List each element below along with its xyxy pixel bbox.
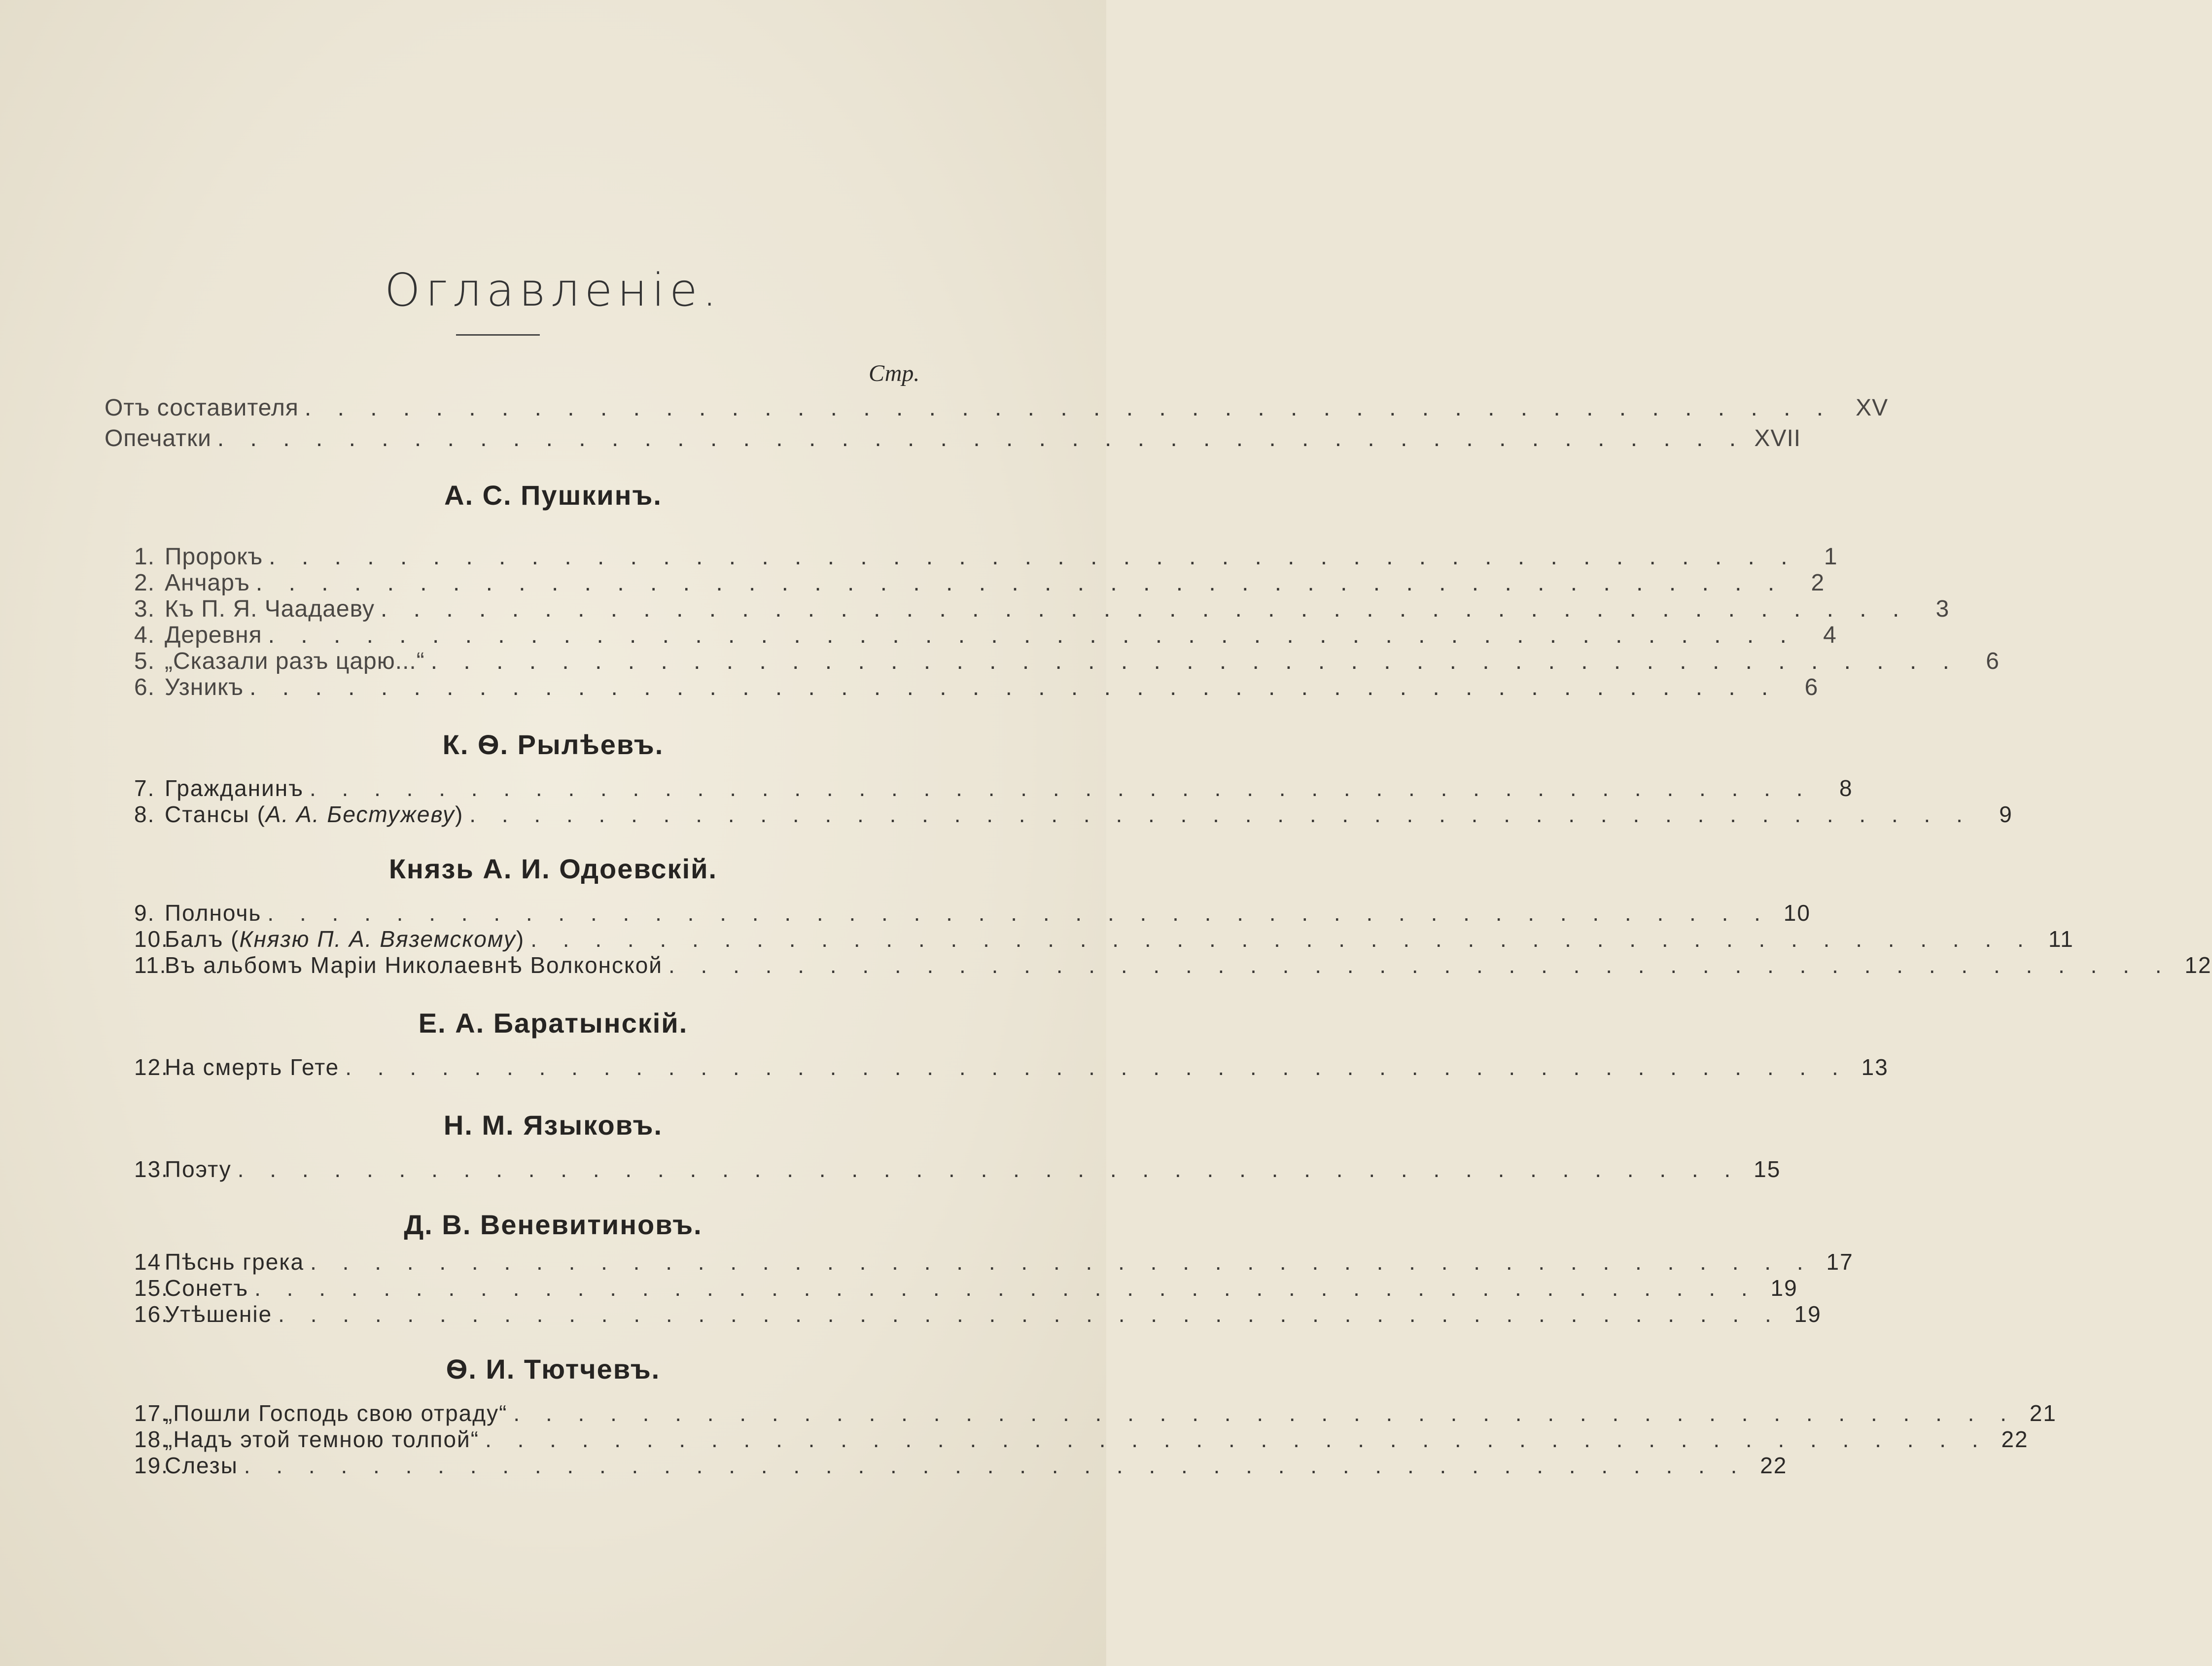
entry-title: Анчаръ	[165, 570, 250, 596]
author-heading: Е. А. Баратынскій.	[418, 1007, 688, 1039]
leader-dots: . . . . . . . . . . . . . . . . . . . . . . . . . . . . . . . . . . . . . . . . . . . . . . .	[255, 570, 1785, 596]
toc-entry	[134, 674, 1819, 703]
page-title: Оглавленіе.	[385, 264, 722, 316]
entry-title: Отъ составителя	[105, 395, 299, 421]
entry-page: 19	[1794, 1301, 1822, 1327]
leader-dots: . . . . . . . . . . . . . . . . . . . . . . . . . . . . . . . . . . . . . . . . . . . . . . .	[244, 1453, 1747, 1478]
entry-page: 2	[1811, 570, 1825, 596]
toc-entry	[134, 900, 1811, 929]
leader-dots: . . . . . . . . . . . . . . . . . . . . . . . . . . . . . . . . . . . . . . . . . . . . . . .	[217, 425, 1746, 451]
entry-page: 22	[1760, 1453, 1788, 1478]
toc-entry	[105, 425, 1801, 454]
entry-title: На смерть Гете	[165, 1054, 340, 1080]
entry-number: 8.	[134, 801, 155, 827]
entry-number: 7.	[134, 775, 155, 801]
toc-entry	[134, 926, 2074, 955]
entry-page: 3	[1935, 596, 1950, 622]
entry-page: 15	[1754, 1156, 1781, 1182]
leader-dots: . . . . . . . . . . . . . . . . . . . . . . . . . . . . . . . . . . . . . . . . . . . . . . .	[381, 596, 1909, 622]
entry-title: „Сказали разъ царю...“	[165, 648, 425, 674]
toc-entry	[134, 1054, 1889, 1083]
entry-title: Деревня	[165, 622, 262, 648]
author-heading: К. Ѳ. Рылѣевъ.	[442, 729, 664, 760]
toc-entry	[134, 952, 2212, 981]
entry-page: 1	[1824, 544, 1838, 570]
entry-title: Слезы	[165, 1453, 238, 1478]
page-column-header: Стр.	[869, 360, 920, 386]
leader-dots: . . . . . . . . . . . . . . . . . . . . . . . . . . . . . . . . . . . . . . . . . . . . . . .	[513, 1400, 2016, 1426]
entry-page: 6	[1986, 648, 2000, 674]
entry-title: Пророкъ	[165, 544, 263, 570]
author-heading: А. С. Пушкинъ.	[444, 480, 662, 511]
entry-number: 17.	[134, 1400, 169, 1426]
entry-page: 9	[1999, 801, 2013, 827]
leader-dots: . . . . . . . . . . . . . . . . . . . . . . . . . . . . . . . . . . . . . . . . . . . . . . .	[269, 544, 1797, 570]
entry-number: 2.	[134, 570, 155, 596]
entry-page: 8	[1839, 775, 1853, 801]
entry-title: Опечатки	[105, 425, 211, 451]
toc-entry	[134, 648, 2000, 677]
entry-number: 4.	[134, 622, 155, 648]
entry-page: 21	[2029, 1400, 2057, 1426]
toc-entry	[134, 569, 1825, 599]
entry-title: Пѣснь грека	[165, 1249, 305, 1275]
entry-title: Гражданинъ	[165, 775, 304, 801]
entry-title: Поэту	[165, 1156, 232, 1182]
toc-entry	[134, 1156, 1781, 1185]
entry-number: 15.	[134, 1275, 169, 1301]
entry-title: Стансы (А. А. Бестужеву)	[165, 801, 464, 827]
entry-number: 19.	[134, 1453, 169, 1478]
entry-page: 6	[1804, 674, 1819, 700]
toc-entry	[134, 1400, 2057, 1429]
entry-number: 6.	[134, 674, 155, 700]
leader-dots: . . . . . . . . . . . . . . . . . . . . . . . . . . . . . . . . . . . . . . . . . . . . . . .	[310, 1249, 1813, 1275]
entry-title: Къ П. Я. Чаадаеву	[165, 596, 375, 622]
toc-entry	[134, 775, 1853, 804]
toc-entry	[134, 1301, 1822, 1330]
entry-page: XVII	[1754, 425, 1801, 451]
author-heading: Ѳ. И. Тютчевъ.	[446, 1354, 661, 1385]
entry-page: 12	[2184, 952, 2212, 978]
entry-number: 13.	[134, 1156, 169, 1182]
dedication-italic: А. А. Бестужеву	[265, 801, 455, 827]
entry-page: XV	[1856, 395, 1889, 421]
entry-title: „Надъ этой темною толпой“	[165, 1426, 480, 1452]
author-heading: Князь А. И. Одоевскій.	[388, 853, 718, 884]
toc-entry	[105, 394, 1889, 424]
toc-entry	[134, 543, 1838, 573]
toc-entry	[134, 1426, 2029, 1456]
leader-dots: . . . . . . . . . . . . . . . . . . . . . . . . . . . . . . . . . . . . . . . . . . . . . . .	[267, 900, 1770, 926]
dedication-italic: Князю П. А. Вяземскому	[239, 926, 516, 952]
entry-page: 13	[1861, 1054, 1889, 1080]
entry-number: 10.	[134, 926, 169, 952]
entry-page: 22	[2001, 1426, 2029, 1452]
leader-dots: . . . . . . . . . . . . . . . . . . . . . . . . . . . . . . . . . . . . . . . . . . . . . . .	[668, 952, 2172, 978]
entry-page: 17	[1826, 1249, 1854, 1275]
entry-title: Утѣшеніе	[165, 1301, 273, 1327]
author-heading: Д. В. Веневитиновъ.	[404, 1209, 702, 1240]
entry-number: 3.	[134, 596, 155, 622]
entry-title: Сонетъ	[165, 1275, 249, 1301]
leader-dots: . . . . . . . . . . . . . . . . . . . . . . . . . . . . . . . . . . . . . . . . . . . . . . .	[249, 674, 1778, 700]
leader-dots: . . . . . . . . . . . . . . . . . . . . . . . . . . . . . . . . . . . . . . . . . . . . . . .	[430, 648, 1959, 674]
leader-dots: . . . . . . . . . . . . . . . . . . . . . . . . . . . . . . . . . . . . . . . . . . . . . . .	[237, 1156, 1741, 1182]
entry-number: 11.	[134, 952, 167, 978]
toc-entry	[134, 595, 1950, 625]
leader-dots: . . . . . . . . . . . . . . . . . . . . . . . . . . . . . . . . . . . . . . . . . . . . . . .	[278, 1301, 1781, 1327]
toc-entry	[134, 801, 2013, 831]
title-divider	[456, 334, 540, 336]
entry-title: „Пошли Господь свою отраду“	[165, 1400, 508, 1426]
entry-page: 11	[2048, 926, 2074, 952]
entry-number: 5.	[134, 648, 155, 674]
entry-title: Узникъ	[165, 674, 244, 700]
entry-title: Полночь	[165, 900, 262, 926]
entry-number: 16.	[134, 1301, 169, 1327]
leader-dots: . . . . . . . . . . . . . . . . . . . . . . . . . . . . . . . . . . . . . . . . . . . . . . .	[304, 395, 1833, 421]
entry-title: Балъ (Князю П. А. Вяземскому)	[165, 926, 525, 952]
leader-dots: . . . . . . . . . . . . . . . . . . . . . . . . . . . . . . . . . . . . . . . . . . . . . . .	[309, 775, 1813, 801]
leader-dots: . . . . . . . . . . . . . . . . . . . . . . . . . . . . . . . . . . . . . . . . . . . . . . .	[268, 622, 1796, 648]
entry-page: 19	[1770, 1275, 1798, 1301]
entry-page: 4	[1823, 622, 1837, 648]
toc-entry	[134, 1249, 1854, 1278]
leader-dots: . . . . . . . . . . . . . . . . . . . . . . . . . . . . . . . . . . . . . . . . . . . . . . .	[485, 1426, 1988, 1452]
toc-entry	[134, 1452, 1788, 1482]
leader-dots: . . . . . . . . . . . . . . . . . . . . . . . . . . . . . . . . . . . . . . . . . . . . . . .	[254, 1275, 1757, 1301]
author-heading: Н. М. Языковъ.	[443, 1110, 663, 1141]
toc-entry	[134, 1275, 1798, 1304]
leader-dots: . . . . . . . . . . . . . . . . . . . . . . . . . . . . . . . . . . . . . . . . . . . . . . .	[469, 801, 1972, 827]
entry-page: 10	[1783, 900, 1811, 926]
entry-number: 14	[134, 1249, 162, 1275]
entry-title: Въ альбомъ Маріи Николаевнѣ Волконской	[165, 952, 663, 978]
entry-number: 1.	[134, 544, 155, 570]
entry-number: 9.	[134, 900, 155, 926]
leader-dots: . . . . . . . . . . . . . . . . . . . . . . . . . . . . . . . . . . . . . . . . . . . . . . .	[530, 926, 2034, 952]
leader-dots: . . . . . . . . . . . . . . . . . . . . . . . . . . . . . . . . . . . . . . . . . . . . . . .	[345, 1054, 1848, 1080]
toc-entry	[134, 622, 1837, 651]
entry-number: 12.	[134, 1054, 169, 1080]
entry-number: 18.	[134, 1426, 169, 1452]
